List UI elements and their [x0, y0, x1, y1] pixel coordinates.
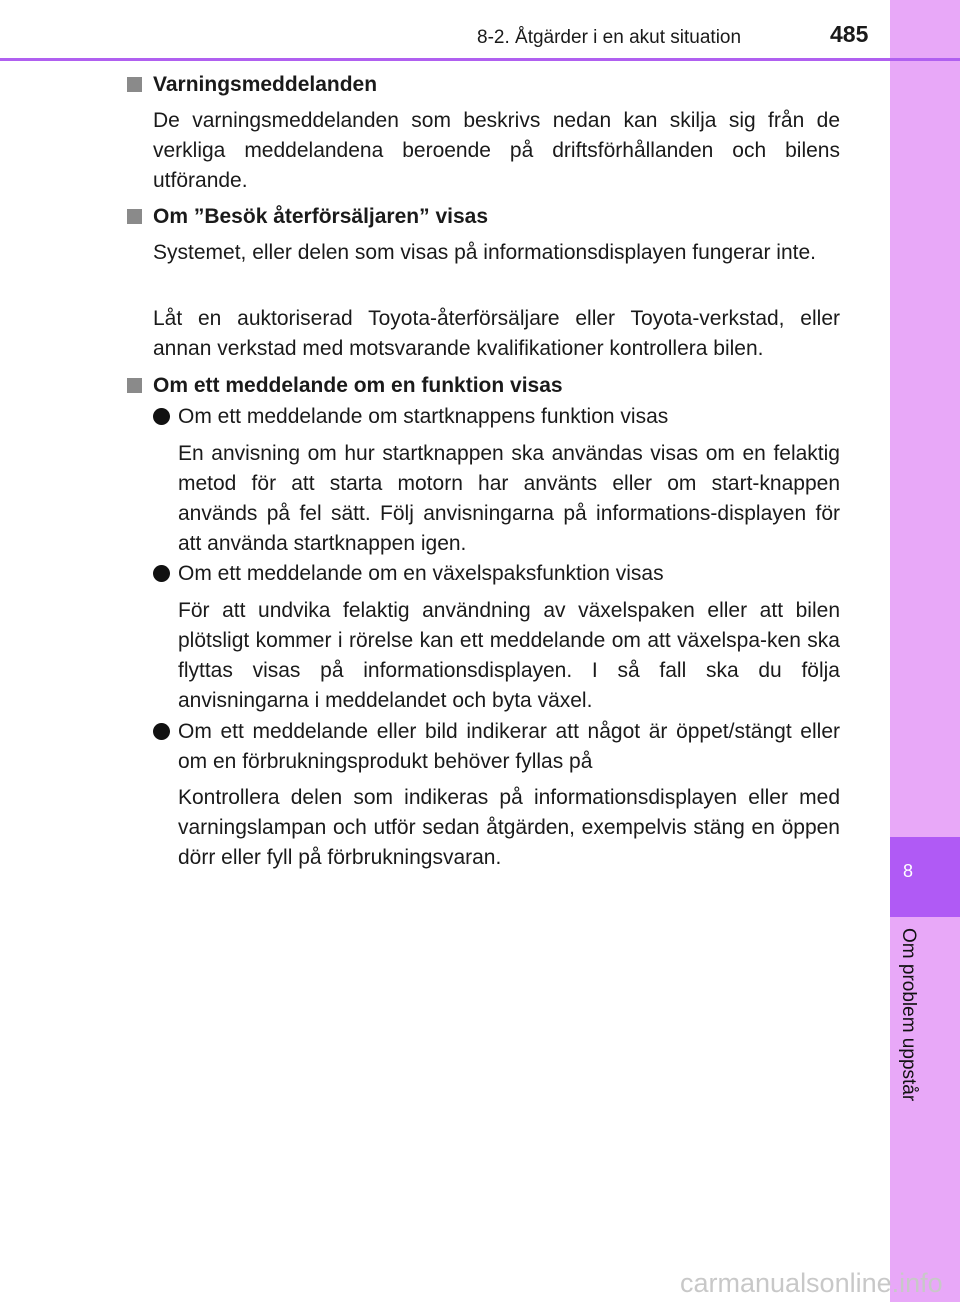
square-bullet-icon	[127, 77, 142, 92]
square-bullet-icon	[127, 378, 142, 393]
list-item-title	[153, 402, 668, 432]
chapter-sidebar	[890, 0, 960, 1302]
heading-text: Om ett meddelande om en funktion visas	[153, 374, 563, 397]
list-item-title	[153, 717, 840, 777]
square-bullet-icon	[127, 209, 142, 224]
paragraph: En anvisning om hur startknappen ska användas visas om en felaktig metod för att starta motorn har använts eller om start-knappen används på fel sätt. Följ anvisningarna på informations-displayen för att använda startknappen igen.	[178, 442, 840, 555]
paragraph: Kontrollera delen som indikeras på informationsdisplayen eller med varningslampan och utför sedan åtgärden, exempelvis stäng en öppen dörr eller fyll på förbrukningsvaran.	[178, 786, 840, 869]
item-title: Om ett meddelande om startknappens funktion visas	[178, 405, 669, 428]
heading	[127, 202, 488, 232]
page-number: 485	[830, 21, 869, 47]
item-title: Om ett meddelande eller bild indikerar att något är öppet/stängt eller om en förbrukningsprodukt behöver fyllas på	[178, 720, 840, 773]
heading-text: Om ”Besök återförsäljaren” visas	[153, 205, 488, 228]
heading-text: Varningsmeddelanden	[153, 73, 378, 96]
header-divider	[0, 58, 960, 61]
paragraph: Låt en auktoriserad Toyota-återförsäljare eller Toyota-verkstad, eller annan verkstad med motsvarande kvalifikationer kontrollera bilen.	[153, 307, 840, 360]
chapter-label: Om problem uppstår	[898, 928, 919, 1102]
chapter-tab[interactable]: 8	[890, 837, 960, 917]
heading	[127, 371, 563, 401]
circle-bullet-icon	[153, 565, 170, 582]
circle-bullet-icon	[153, 723, 170, 740]
section-title: 8-2. Åtgärder i en akut situation	[477, 27, 742, 48]
paragraph: För att undvika felaktig användning av växelspaken eller att bilen plötsligt kommer i rörelse kan ett meddelande om att växelspa-ken ska flyttas visas på informationsdisplayen. I så fall ska du följa anvisningarna i meddelandet och byta växel.	[178, 599, 840, 712]
paragraph: Systemet, eller delen som visas på informationsdisplayen fungerar inte.	[153, 241, 816, 264]
paragraph: De varningsmeddelanden som beskrivs nedan kan skilja sig från de verkliga meddelandena beroende på driftsförhållanden och bilens utförande.	[153, 109, 840, 192]
list-item-title	[153, 559, 664, 589]
item-title: Om ett meddelande om en växelspaksfunktion visas	[178, 562, 664, 585]
circle-bullet-icon	[153, 408, 170, 425]
watermark: carmanualsonline.info	[680, 1268, 943, 1298]
heading	[127, 70, 377, 100]
